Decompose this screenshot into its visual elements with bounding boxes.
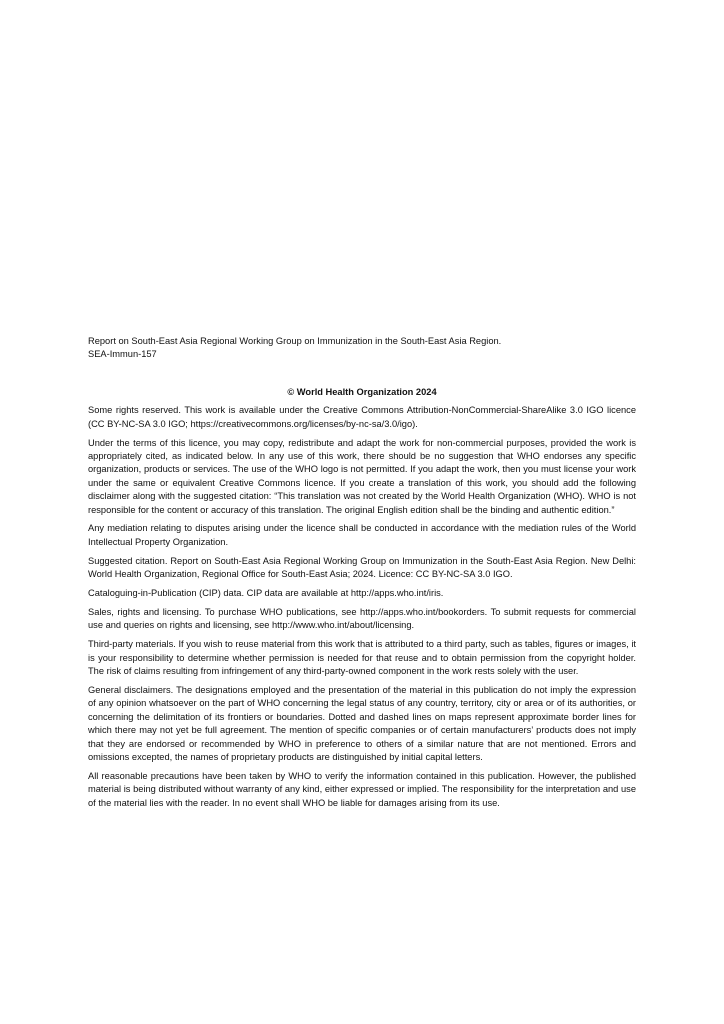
paragraph-third-party: Third-party materials. If you wish to reuse material from this work that is attributed to a third party, such as tables, figures or images, it is your responsibility to determine whether permission is needed for that reuse and to obtain permission from the copyright holder. The risk of claims resulting from infringement of any third-party-owned component in the work rests solely with the user. [88, 639, 636, 677]
paragraph-general-disclaimers: General disclaimers. The designations employed and the presentation of the material in this publication do not imply the expression of any opinion whatsoever on the part of WHO concerning the legal status of any country, territory, city or area or of its authorities, or concerning the delimitation of its frontiers or boundaries. Dotted and dashed lines on maps represent approximate border lines for which there may not yet be full agreement. The mention of specific companies or of certain manufacturers’ products does not imply that they are endorsed or recommended by WHO in preference to others of a similar nature that are not mentioned. Errors and omissions excepted, the names of proprietary products are distinguished by initial capital letters. [88, 685, 636, 763]
paragraph-sales-rights: Sales, rights and licensing. To purchase WHO publications, see http://apps.who.int/bookorders. To submit requests for commercial use and queries on rights and licensing, see http://www.who.int/about/licensing. [88, 607, 636, 631]
report-code: SEA-Immun-157 [88, 349, 157, 360]
paragraph-cip-data: Cataloguing-in-Publication (CIP) data. CIP data are available at http://apps.who.int/iris. [88, 588, 444, 599]
paragraph-licence-terms: Under the terms of this licence, you may copy, redistribute and adapt the work for non-commercial purposes, provided the work is appropriately cited, as indicated below. In any use of this work, there should be no suggestion that WHO endorses any specific organization, products or services. The use of the WHO logo is not permitted. If you adapt the work, then you must license your work under the same or equivalent Creative Commons licence. If you create a translation of this work, you should add the following disclaimer along with the suggested citation: “This translation was not created by the World Health Organization (WHO). WHO is not responsible for the content or accuracy of this translation. The original English edition shall be the binding and authentic edition.” [88, 437, 636, 515]
report-title: Report on South-East Asia Regional Working Group on Immunization in the South-East Asia Region. [88, 336, 502, 346]
copyright-notice: © World Health Organization 2024 [287, 386, 437, 397]
paragraph-mediation: Any mediation relating to disputes arising under the licence shall be conducted in accordance with the mediation rules of the World Intellectual Property Organization. [88, 523, 636, 547]
report-header [88, 335, 636, 362]
copyright-page [88, 335, 636, 816]
paragraph-suggested-citation: Suggested citation. Report on South-East Asia Regional Working Group on Immunization in the South-East Asia Region. New Delhi: World Health Organization, Regional Office for South-East Asia; 2024. Licence: CC BY-NC-SA 3.0 IGO. [88, 555, 636, 580]
paragraph-rights: Some rights reserved. This work is available under the Creative Commons Attribution-NonCommercial-ShareAlike 3.0 IGO licence (CC BY-NC-SA 3.0 IGO; https://creativecommons.org/licenses/by-nc-sa/3.0/igo). [88, 405, 636, 429]
paragraph-precautions: All reasonable precautions have been taken by WHO to verify the information contained in this publication. However, the published material is being distributed without warranty of any kind, either expressed or implied. The responsibility for the interpretation and use of the material lies with the reader. In no event shall WHO be liable for damages arising from its use. [88, 770, 636, 808]
